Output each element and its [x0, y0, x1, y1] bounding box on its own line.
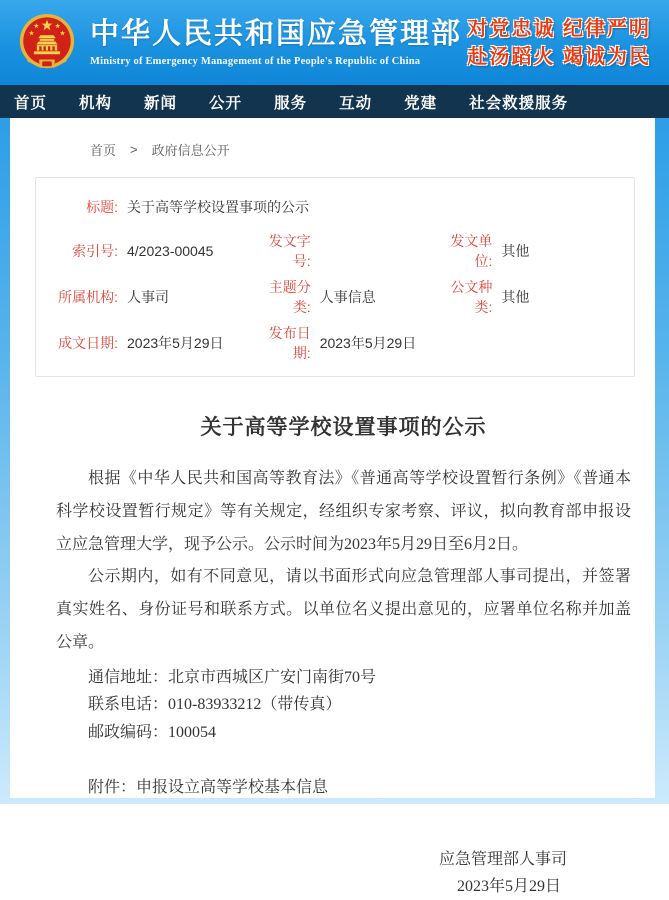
- meta-label-issuing-unit: 发文单位:: [450, 232, 493, 269]
- meta-cell-issuing-unit: [440, 228, 622, 274]
- signature-block: [56, 846, 631, 900]
- meta-cell-topic-category: [259, 274, 441, 320]
- nav-item-news[interactable]: 新闻: [144, 94, 178, 112]
- meta-cell-empty: [440, 320, 622, 366]
- article-paragraph-2: 公示期内，如有不同意见，请以书面形式向应急管理部人事司提出，并签署真实姓名、身份证号和联系方式。以单位名义提出意见的，应署单位名称并加盖公章。: [56, 568, 631, 651]
- main-nav: [0, 85, 669, 118]
- meta-value-issuing-unit: 其他: [501, 243, 530, 259]
- meta-row-title: [48, 186, 622, 228]
- attachment-link[interactable]: 附件：申报设立高等学校基本信息: [88, 779, 329, 797]
- meta-label-publish-date: 发布日期:: [268, 324, 311, 361]
- document-meta-box: [35, 177, 635, 377]
- site-header: [0, 0, 669, 85]
- breadcrumb-separator: >: [130, 142, 138, 157]
- nav-item-interaction[interactable]: 互动: [339, 94, 373, 112]
- header-slogans: [467, 15, 655, 71]
- meta-cell-department: [48, 274, 259, 320]
- meta-cell-written-date: [48, 320, 259, 366]
- breadcrumb-current[interactable]: 政府信息公开: [151, 143, 230, 158]
- signature-department: 应急管理部人事司: [438, 850, 567, 868]
- site-title: 中华人民共和国应急管理部: [90, 17, 463, 50]
- contact-address: 通信地址：北京市西城区广安门南街70号: [88, 668, 377, 686]
- meta-label-document-type: 公文种类:: [450, 278, 493, 315]
- meta-cell-document-type: [440, 274, 622, 320]
- meta-value-publish-date: 2023年5月29日: [319, 335, 417, 351]
- article-title: 关于高等学校设置事项的公示: [200, 415, 487, 439]
- nav-item-party-building[interactable]: 党建: [404, 94, 438, 112]
- breadcrumb: [10, 140, 655, 159]
- site-subtitle-en: Ministry of Emergency Management of the People's Republic of China: [90, 56, 421, 68]
- nav-item-social-rescue[interactable]: 社会救援服务: [469, 94, 569, 112]
- nav-item-home[interactable]: 首页: [14, 94, 48, 112]
- article: [10, 411, 655, 900]
- meta-cell-document-number: [259, 228, 441, 274]
- meta-label-department: 所属机构:: [58, 288, 118, 305]
- page-content: [10, 118, 655, 896]
- slogan-line-1: 对党忠诚 纪律严明: [467, 17, 651, 40]
- meta-label-document-number: 发文字号:: [268, 232, 311, 269]
- meta-value-index-number: 4/2023-00045: [127, 243, 214, 259]
- nav-item-services[interactable]: 服务: [274, 94, 308, 112]
- contact-block: [56, 664, 631, 747]
- meta-value-written-date: 2023年5月29日: [127, 335, 224, 351]
- meta-value-department: 人事司: [127, 289, 169, 305]
- contact-postcode: 邮政编码：100054: [88, 723, 217, 741]
- meta-grid: [48, 228, 622, 366]
- meta-label-index-number: 索引号:: [72, 242, 118, 259]
- meta-cell-publish-date: [259, 320, 441, 366]
- meta-label-title: 标题:: [86, 198, 118, 215]
- meta-value-topic-category: 人事信息: [319, 289, 376, 305]
- meta-value-title: 关于高等学校设置事项的公示: [127, 199, 309, 215]
- meta-cell-index-number: [48, 228, 259, 274]
- meta-label-written-date: 成文日期:: [58, 334, 118, 351]
- breadcrumb-home-link[interactable]: 首页: [90, 143, 117, 158]
- nav-item-organization[interactable]: 机构: [79, 94, 113, 112]
- meta-value-document-type: 其他: [501, 289, 530, 305]
- page-frame: [0, 118, 669, 896]
- signature-date: 2023年5月29日: [456, 878, 561, 896]
- national-emblem-icon: [16, 12, 78, 74]
- nav-item-disclosure[interactable]: 公开: [209, 94, 243, 112]
- contact-phone: 联系电话：010-83933212（带传真）: [88, 696, 342, 714]
- article-paragraph-1: 根据《中华人民共和国高等教育法》《普通高等学校设置暂行条例》《普通本科学校设置暂行规定》等有关规定，经组织专家考察、评议，拟向教育部申报设立应急管理大学，现予公示。公示时间为2023年5月29日至6月2日。: [56, 470, 631, 553]
- slogan-line-2: 赴汤蹈火 竭诚为民: [467, 45, 651, 68]
- meta-label-topic-category: 主题分类:: [268, 278, 311, 315]
